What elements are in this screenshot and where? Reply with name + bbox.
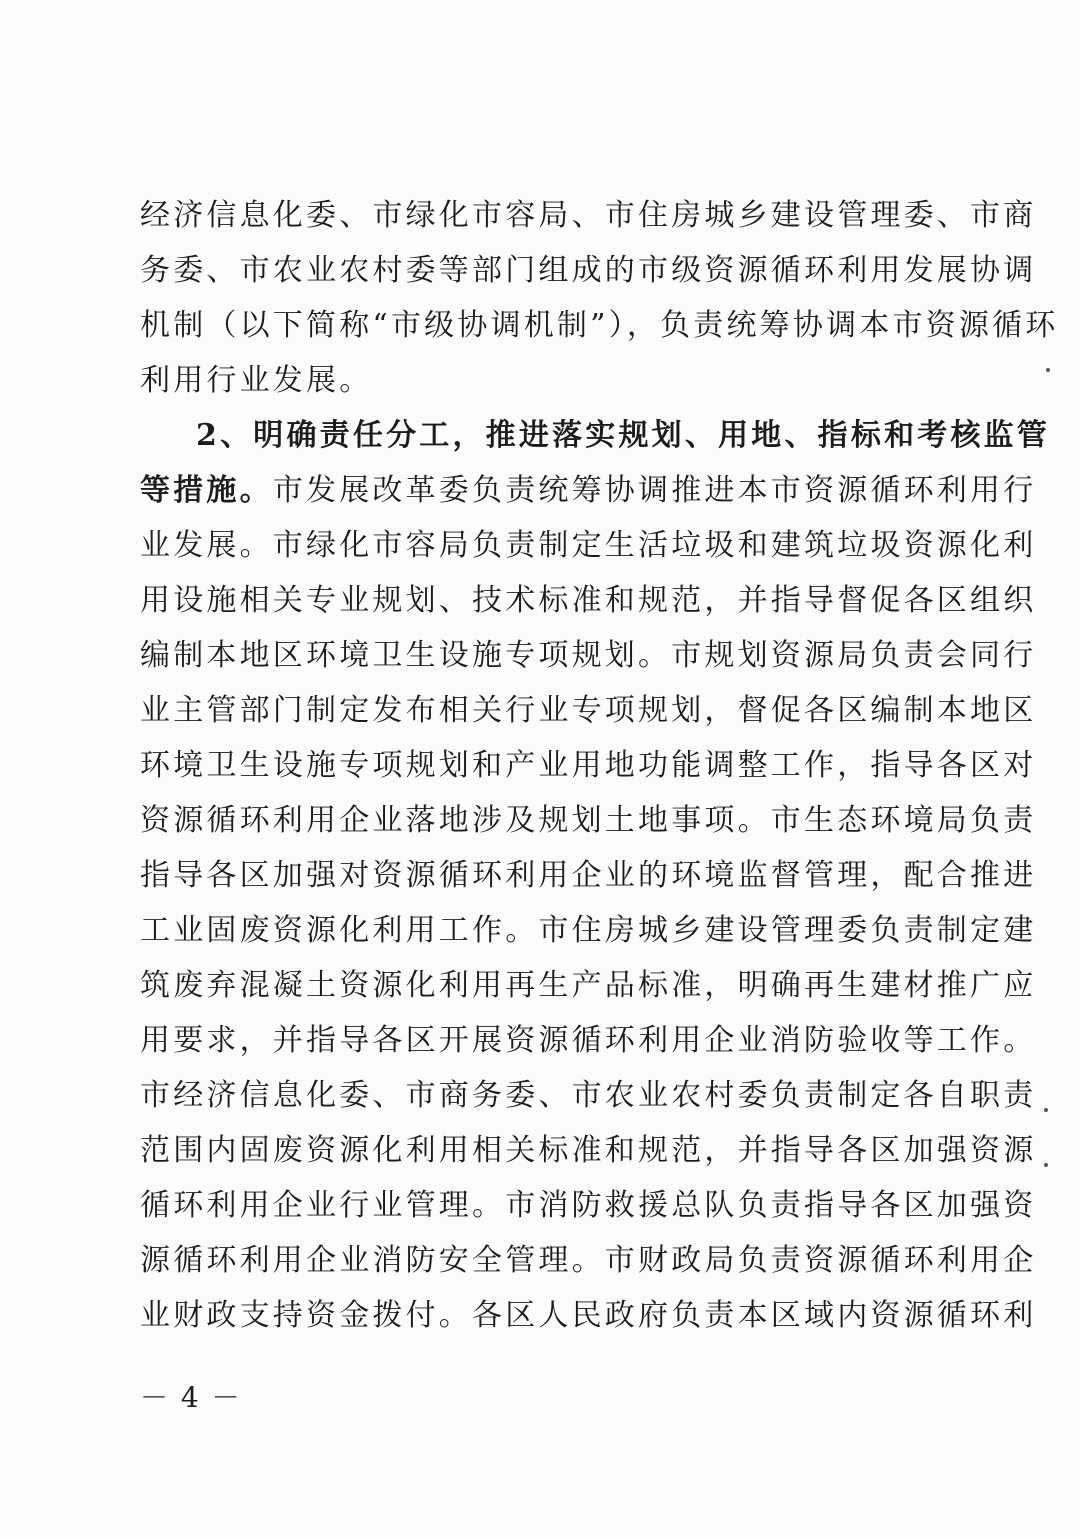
paragraph-line: 范围内固废资源化利用相关标准和规范，并指导各区加强资源 — [140, 1133, 1037, 1168]
paragraph-line: 源循环利用企业消防安全管理。市财政局负责资源循环利用企 — [140, 1243, 1037, 1278]
paragraph-line: 业财政支持资金拨付。各区人民政府负责本区域内资源循环利 — [140, 1298, 1037, 1333]
paragraph-line: 用设施相关专业规划、技术标准和规范，并指导督促各区组织 — [140, 583, 1037, 618]
page-number: － 4 － — [140, 1381, 242, 1414]
scan-speck — [1046, 368, 1050, 372]
section-heading-line: 2、明确责任分工，推进落实规划、用地、指标和考核监管 — [196, 418, 1051, 453]
paragraph-line: 经济信息化委、市绿化市容局、市住房城乡建设管理委、市商 — [140, 198, 1037, 233]
paragraph-line: 资源循环利用企业落地涉及规划土地事项。市生态环境局负责 — [140, 803, 1037, 838]
paragraph-line: 业主管部门制定发布相关行业专项规划，督促各区编制本地区 — [140, 693, 1037, 728]
paragraph-line: 环境卫生设施专项规划和产业用地功能调整工作，指导各区对 — [140, 748, 1037, 783]
scan-speck — [1044, 1163, 1048, 1167]
paragraph-line: 利用行业发展。 — [140, 363, 373, 398]
paragraph-line: 机制（以下简称“市级协调机制”），负责统筹协调本市资源循环 — [140, 308, 1059, 343]
paragraph-line-mixed — [140, 463, 1037, 519]
paragraph-text: 市发展改革委负责统筹协调推进本市资源循环利用行 — [272, 473, 1037, 508]
paragraph-line: 用要求，并指导各区开展资源循环利用企业消防验收等工作。 — [140, 1023, 1037, 1058]
paragraph-line: 市经济信息化委、市商务委、市农业农村委负责制定各自职责 — [140, 1078, 1037, 1113]
paragraph-line: 务委、市农业农村委等部门组成的市级资源循环利用发展协调 — [140, 253, 1037, 288]
section-heading-end: 等措施。 — [140, 473, 273, 508]
paragraph-line: 筑废弃混凝土资源化利用再生产品标准，明确再生建材推广应 — [140, 968, 1037, 1003]
paragraph-line: 工业固废资源化利用工作。市住房城乡建设管理委负责制定建 — [140, 913, 1037, 948]
scan-speck — [1044, 1108, 1048, 1112]
paragraph-line: 指导各区加强对资源循环利用企业的环境监督管理，配合推进 — [140, 858, 1037, 893]
paragraph-line: 循环利用企业行业管理。市消防救援总队负责指导各区加强资 — [140, 1188, 1037, 1223]
paragraph-line: 业发展。市绿化市容局负责制定生活垃圾和建筑垃圾资源化利 — [140, 528, 1037, 563]
paragraph-line: 编制本地区环境卫生设施专项规划。市规划资源局负责会同行 — [140, 638, 1037, 673]
